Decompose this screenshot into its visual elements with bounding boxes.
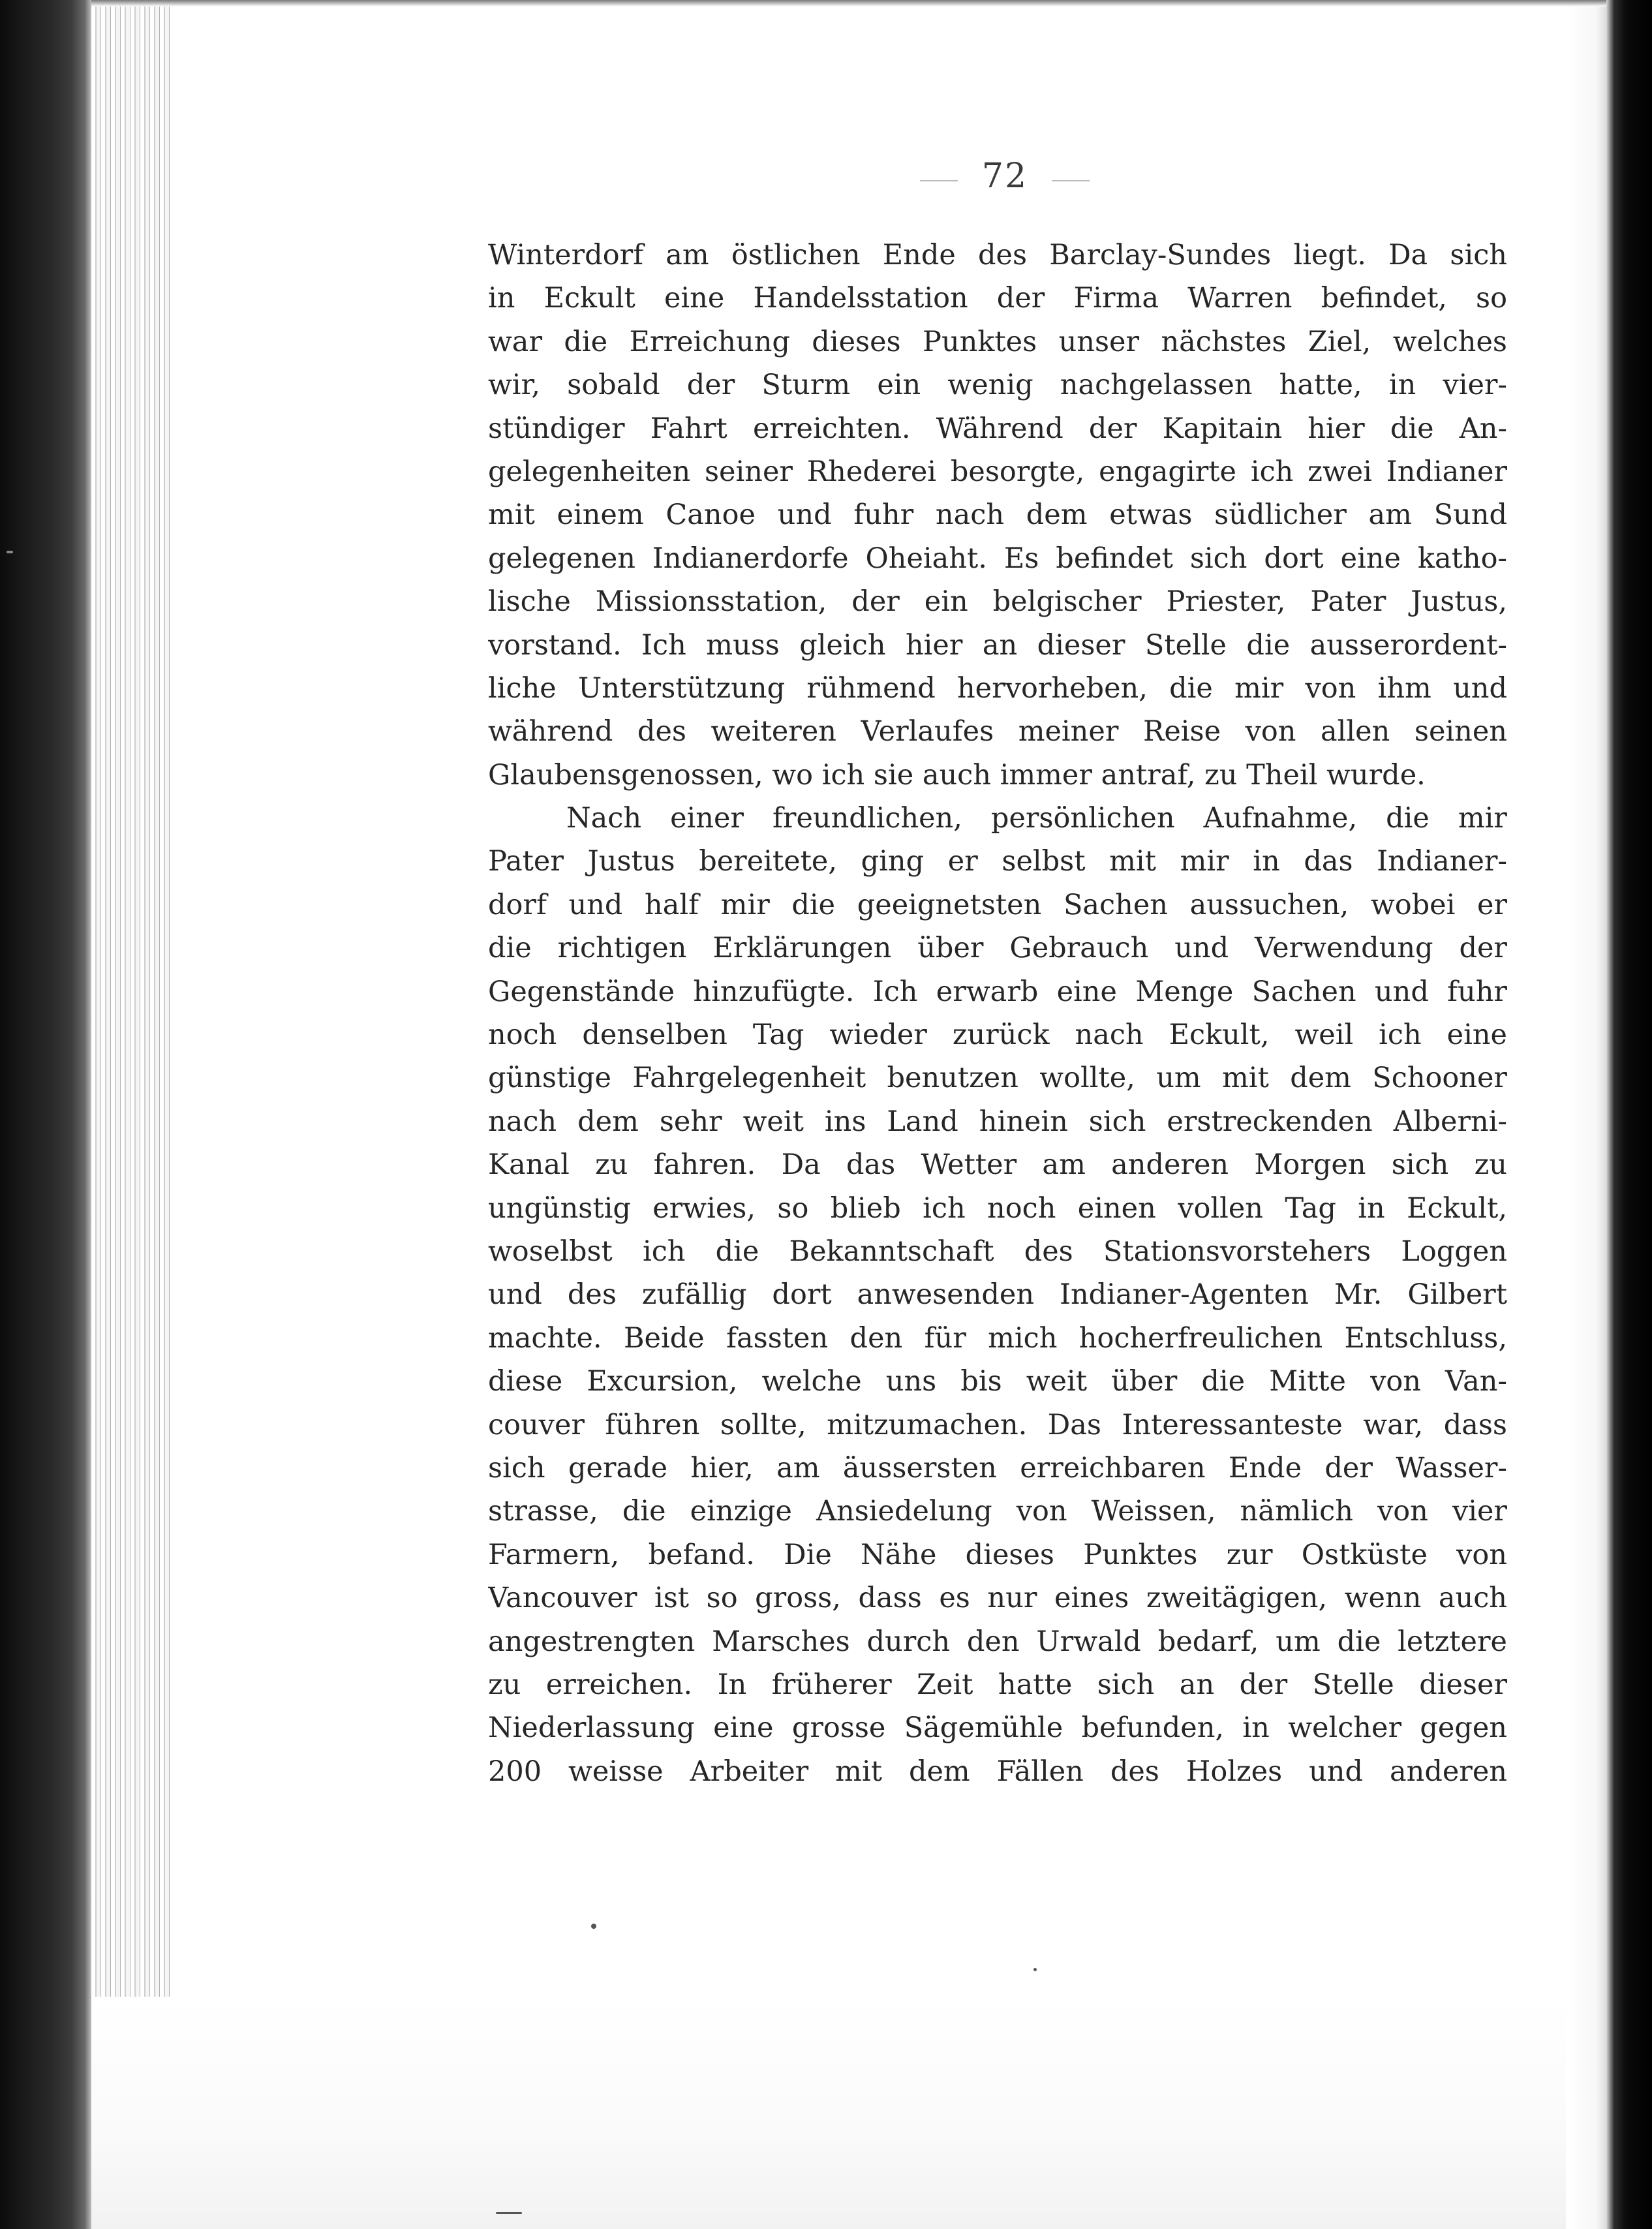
text-line: angestrengten Marsches durch den Urwald bedarf, um die letztere bbox=[488, 1625, 1507, 1658]
body-text bbox=[488, 234, 1507, 1793]
text-line: nach dem sehr weit ins Land hinein sich erstreckenden Alberni- bbox=[488, 1105, 1507, 1138]
text-line: Nach einer freundlichen, persönlichen Aufnahme, die mir bbox=[566, 802, 1507, 835]
text-line: in Eckult eine Handelsstation der Firma Warren befindet, so bbox=[488, 282, 1507, 315]
scan-right-edge bbox=[1606, 0, 1652, 2229]
scan-top-edge bbox=[91, 0, 1606, 7]
text-line: wir, sobald der Sturm ein wenig nachgelassen hatte, in vier- bbox=[488, 369, 1507, 402]
scan-speck bbox=[1033, 1968, 1037, 1971]
text-line: Vancouver ist so gross, dass es nur eines zweitägigen, wenn auch bbox=[488, 1582, 1507, 1615]
text-line: dorf und half mir die geeignetsten Sachen aussuchen, wobei er bbox=[488, 888, 1507, 921]
text-line: liche Unterstützung rühmend hervorheben, die mir von ihm und bbox=[488, 671, 1507, 705]
right-page-margin bbox=[1567, 0, 1606, 2229]
text-line: Winterdorf am östlichen Ende des Barclay-Sundes liegt. Da sich bbox=[488, 239, 1507, 271]
text-line: Kanal zu fahren. Da das Wetter am anderen Morgen sich zu bbox=[488, 1148, 1507, 1182]
text-line: günstige Fahrgelegenheit benutzen wollte, um mit dem Schooner bbox=[488, 1062, 1507, 1095]
text-line: vorstand. Ich muss gleich hier an dieser Stelle die ausserordent- bbox=[488, 628, 1507, 662]
text-line: mit einem Canoe und fuhr nach dem etwas südlicher am Sund bbox=[488, 499, 1507, 532]
text-line: war die Erreichung dieses Punktes unser nächstes Ziel, welches bbox=[488, 325, 1507, 358]
scan-speck bbox=[496, 2212, 522, 2214]
scan-speck bbox=[591, 1924, 596, 1929]
text-line: 200 weisse Arbeiter mit dem Fällen des Holzes und anderen bbox=[488, 1755, 1507, 1788]
page-bottom-margin bbox=[91, 1997, 1566, 2229]
text-line: ungünstig erwies, so blieb ich noch einen vollen Tag in Eckult, bbox=[488, 1191, 1507, 1225]
text-line: diese Excursion, welche uns bis weit über die Mitte von Van- bbox=[488, 1365, 1507, 1398]
text-line: Glaubensgenossen, wo ich sie auch immer antraf, zu Theil wurde. bbox=[488, 758, 1426, 792]
scan-speck bbox=[7, 551, 13, 553]
text-line: die richtigen Erklärungen über Gebrauch und Verwendung der bbox=[488, 932, 1507, 965]
text-line: Farmern, befand. Die Nähe dieses Punktes zur Ostküste von bbox=[488, 1538, 1507, 1571]
book-binding-shadow bbox=[0, 0, 91, 2229]
page-edges bbox=[91, 0, 170, 2229]
text-line: noch denselben Tag wieder zurück nach Eckult, weil ich eine bbox=[488, 1019, 1507, 1052]
text-line: zu erreichen. In früherer Zeit hatte sich an der Stelle dieser bbox=[488, 1668, 1507, 1701]
text-line: Pater Justus bereitete, ging er selbst mit mir in das Indianer- bbox=[488, 845, 1507, 878]
text-line: lische Missionsstation, der ein belgischer Priester, Pater Justus, bbox=[488, 585, 1507, 619]
text-line: und des zufällig dort anwesenden Indianer-Agenten Mr. Gilbert bbox=[488, 1278, 1507, 1312]
text-line: stündiger Fahrt erreichten. Während der Kapitain hier die An- bbox=[488, 412, 1507, 445]
text-line: Niederlassung eine grosse Sägemühle befunden, in welcher gegen bbox=[488, 1712, 1507, 1745]
text-line: strasse, die einzige Ansiedelung von Weissen, nämlich von vier bbox=[488, 1495, 1507, 1528]
text-line: gelegenen Indianerdorfe Oheiaht. Es befindet sich dort eine katho- bbox=[488, 542, 1507, 575]
text-line: Gegenstände hinzufügte. Ich erwarb eine Menge Sachen und fuhr bbox=[488, 975, 1507, 1008]
text-line: gelegenheiten seiner Rhederei besorgte, engagirte ich zwei Indianer bbox=[488, 455, 1507, 488]
page-number: 72 bbox=[926, 157, 1083, 196]
text-line: woselbst ich die Bekanntschaft des Stationsvorstehers Loggen bbox=[488, 1235, 1507, 1268]
text-line: während des weiteren Verlaufes meiner Reise von allen seinen bbox=[488, 715, 1507, 748]
text-line: couver führen sollte, mitzumachen. Das Interessanteste war, dass bbox=[488, 1408, 1507, 1441]
text-line: sich gerade hier, am äussersten erreichbaren Ende der Wasser- bbox=[488, 1451, 1507, 1484]
text-line: machte. Beide fassten den für mich hocherfreulichen Entschluss, bbox=[488, 1321, 1507, 1355]
